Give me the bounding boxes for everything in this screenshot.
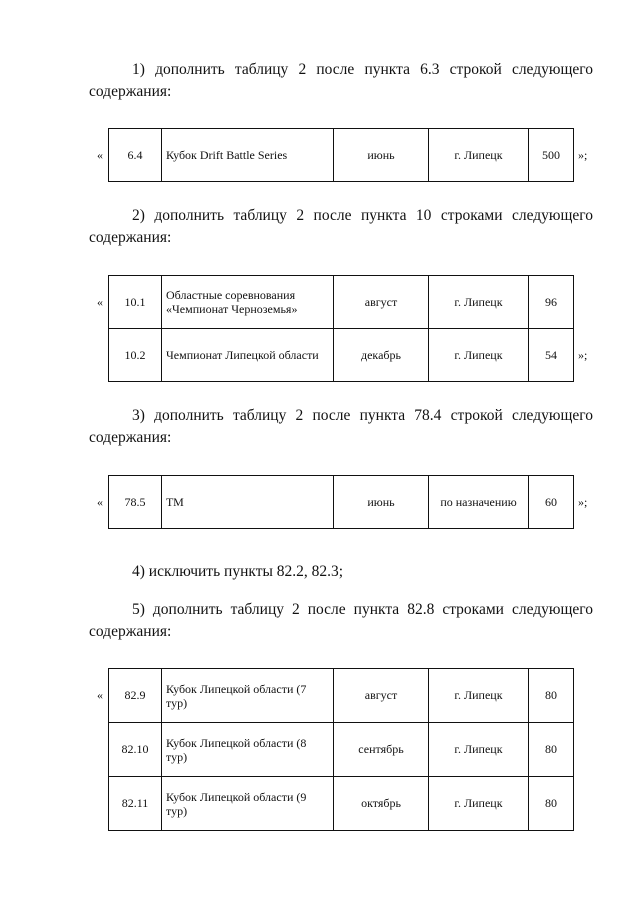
paragraph-line: содержания: xyxy=(89,623,172,640)
open-quote: « xyxy=(97,148,103,162)
item-number: 82.10 xyxy=(109,723,162,777)
participant-count: 54 xyxy=(529,329,574,382)
open-quote: « xyxy=(97,295,103,309)
table-row xyxy=(109,723,574,777)
insert-table-5 xyxy=(108,668,574,831)
event-name: ТМ xyxy=(162,476,334,529)
item-number: 6.4 xyxy=(109,129,162,182)
table-row xyxy=(109,129,574,182)
paragraph-line: 3) дополнить таблицу 2 после пункта 78.4 строкой следующего xyxy=(132,407,593,424)
event-name: Чемпионат Липецкой области xyxy=(162,329,334,382)
event-place: г. Липецк xyxy=(429,129,529,182)
event-place: г. Липецк xyxy=(429,777,529,831)
table-row xyxy=(109,276,574,329)
event-month: сентябрь xyxy=(334,723,429,777)
participant-count: 60 xyxy=(529,476,574,529)
item-number: 10.2 xyxy=(109,329,162,382)
participant-count: 96 xyxy=(529,276,574,329)
participant-count: 80 xyxy=(529,777,574,831)
event-month: октябрь xyxy=(334,777,429,831)
event-name: Кубок Drift Battle Series xyxy=(162,129,334,182)
paragraph-line: 2) дополнить таблицу 2 после пункта 10 строками следующего xyxy=(132,207,593,224)
paragraph-line: 5) дополнить таблицу 2 после пункта 82.8 строками следующего xyxy=(132,601,593,618)
item-number: 10.1 xyxy=(109,276,162,329)
paragraph-line: содержания: xyxy=(89,229,172,246)
amendment-paragraph-1 xyxy=(89,59,593,103)
insert-table-2 xyxy=(108,275,574,382)
event-month: декабрь xyxy=(334,329,429,382)
event-place: г. Липецк xyxy=(429,669,529,723)
event-place: по назначению xyxy=(429,476,529,529)
open-quote: « xyxy=(97,495,103,509)
amendment-paragraph-2 xyxy=(89,205,593,249)
participant-count: 80 xyxy=(529,669,574,723)
table-row xyxy=(109,476,574,529)
event-month: август xyxy=(334,669,429,723)
event-name: Областные соревнования «Чемпионат Черноземья» xyxy=(162,276,334,329)
close-quote: »; xyxy=(578,148,588,162)
table-row xyxy=(109,329,574,382)
event-place: г. Липецк xyxy=(429,329,529,382)
event-place: г. Липецк xyxy=(429,723,529,777)
table-row xyxy=(109,669,574,723)
event-month: август xyxy=(334,276,429,329)
event-name: Кубок Липецкой области (9 тур) xyxy=(162,777,334,831)
insert-table-3 xyxy=(108,475,574,529)
amendment-paragraph-5 xyxy=(89,599,593,643)
insert-table-1 xyxy=(108,128,574,182)
participant-count: 500 xyxy=(529,129,574,182)
event-place: г. Липецк xyxy=(429,276,529,329)
paragraph-line: содержания: xyxy=(89,429,172,446)
item-number: 78.5 xyxy=(109,476,162,529)
item-number: 82.11 xyxy=(109,777,162,831)
paragraph-line: 1) дополнить таблицу 2 после пункта 6.3 строкой следующего xyxy=(132,61,593,78)
participant-count: 80 xyxy=(529,723,574,777)
close-quote: »; xyxy=(578,495,588,509)
close-quote: »; xyxy=(578,348,588,362)
event-month: июнь xyxy=(334,476,429,529)
amendment-paragraph-4: 4) исключить пункты 82.2, 82.3; xyxy=(132,563,344,580)
event-month: июнь xyxy=(334,129,429,182)
table-row xyxy=(109,777,574,831)
event-name: Кубок Липецкой области (8 тур) xyxy=(162,723,334,777)
event-name: Кубок Липецкой области (7 тур) xyxy=(162,669,334,723)
open-quote: « xyxy=(97,688,103,702)
amendment-paragraph-3 xyxy=(89,405,593,449)
item-number: 82.9 xyxy=(109,669,162,723)
paragraph-line: содержания: xyxy=(89,83,172,100)
